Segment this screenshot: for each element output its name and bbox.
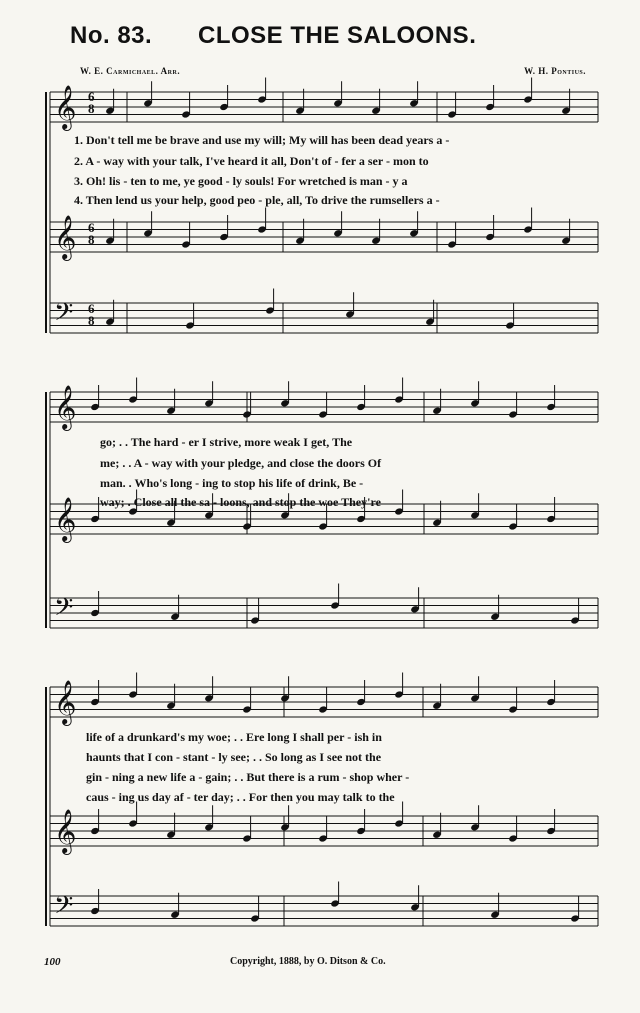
composer-credit: W. H. Pontius. <box>524 66 586 76</box>
verse-2-line-2: me; . . A - way with your pledge, and close the doors Of <box>100 456 382 470</box>
verse-4-line-1: 4. Then lend us your help, good peo - ple, all, To drive the rumsellers a - <box>74 193 440 207</box>
verse-4-line-2: way; . Close all the sa - loons, and stop the woe They're <box>100 495 381 509</box>
verse-1-line-3: life of a drunkard's my woe; . . Ere long I shall per - ish in <box>86 730 382 744</box>
time-signature-bottom-treble: 8 <box>88 101 95 116</box>
time-signature-bottom-bass: 8 <box>88 313 95 328</box>
bass-clef: 𝄢 <box>54 891 74 926</box>
verse-1-line-2: go; . . The hard - er I strive, more weak I get, The <box>100 435 353 449</box>
lyric-line <box>64 456 604 474</box>
lyric-line <box>64 790 604 808</box>
bass-clef: 𝄢 <box>54 298 74 333</box>
hymn-title: CLOSE THE SALOONS. <box>198 22 477 49</box>
lyric-line <box>64 495 604 513</box>
lyric-line <box>64 435 604 453</box>
lyric-line <box>64 770 604 788</box>
page-number: 100 <box>44 956 61 968</box>
verse-2-line-3: haunts that I con - stant - ly see; . . So long as I see not the <box>86 750 382 764</box>
treble-clef: 𝄞 <box>54 680 77 724</box>
treble-clef: 𝄞 <box>54 215 77 259</box>
lyric-line <box>64 174 604 192</box>
copyright-notice: Copyright, 1888, by O. Ditson & Co. <box>230 956 386 967</box>
lyric-line <box>64 476 604 494</box>
lyric-line <box>64 133 604 151</box>
time-signature-top-alto: 6 <box>88 220 95 235</box>
verse-3-line-2: man. . Who's long - ing to stop his life of drink, Be - <box>100 476 364 490</box>
arranger-credit: W. E. Carmichael. Arr. <box>80 66 181 76</box>
time-signature-bottom-alto: 8 <box>88 232 95 247</box>
treble-clef: 𝄞 <box>54 385 77 429</box>
hymn-number: No. 83. <box>70 22 153 49</box>
verse-2-line-1: 2. A - way with your talk, I've heard it all, Don't of - fer a ser - mon to <box>74 154 429 168</box>
treble-clef: 𝄞 <box>54 497 77 541</box>
lyric-line <box>64 750 604 768</box>
lyric-line <box>64 730 604 748</box>
time-signature-top-bass: 6 <box>88 301 95 316</box>
lyric-line <box>64 154 604 172</box>
verse-4-line-3: caus - ing us day af - ter day; . . For then you may talk to the <box>86 790 395 804</box>
verse-1-line-1: 1. Don't tell me be brave and use my will; My will has been dead years a - <box>74 133 450 147</box>
treble-clef: 𝄞 <box>54 809 77 853</box>
bass-clef: 𝄢 <box>54 593 74 628</box>
treble-clef: 𝄞 <box>54 85 77 129</box>
time-signature-top-treble: 6 <box>88 89 95 104</box>
lyric-line <box>64 193 604 211</box>
verse-3-line-1: 3. Oh! lis - ten to me, ye good - ly souls! For wretched is man - y a <box>74 174 408 188</box>
verse-3-line-3: gin - ning a new life a - gain; . . But there is a rum - shop wher - <box>86 770 410 784</box>
